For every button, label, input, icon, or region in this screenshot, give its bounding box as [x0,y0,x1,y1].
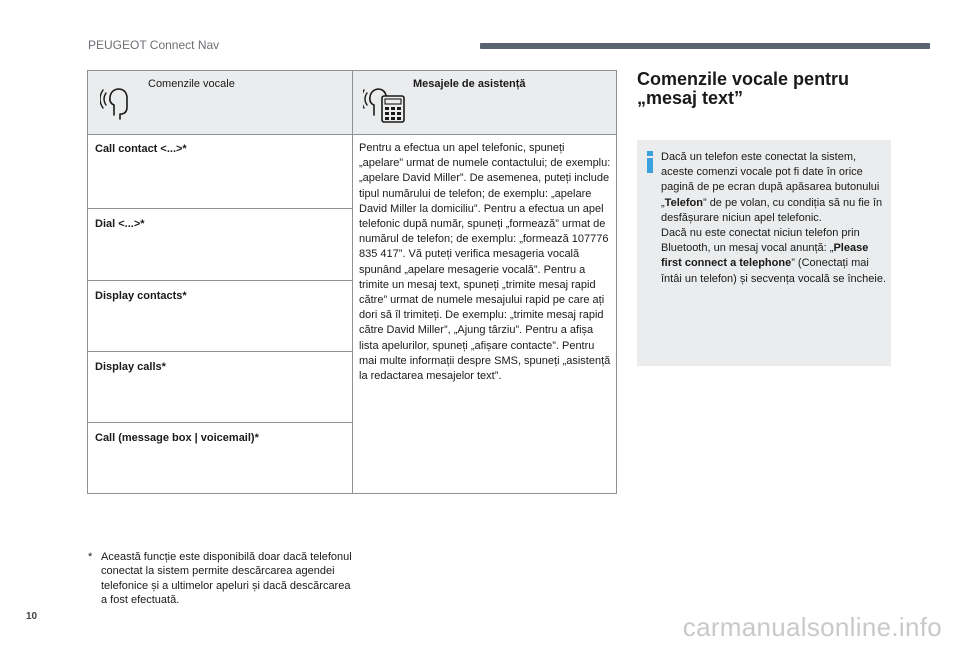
section-title [637,70,927,108]
voice-help-keypad-icon [363,81,407,125]
footnote [88,550,358,608]
table-row [88,134,352,209]
info-text-part1: Dacă un telefon este conectat la sistem, aceste comenzi vocale pot fi date în orice pagină de pe ecran după apăsarea butonului „ [661,151,880,209]
info-text-part2: ” de pe volan, cu condiția să nu fie în desfășurare niciun apel telefonic. [661,196,883,224]
command-display-calls: Display calls* [95,361,166,373]
info-text [661,150,887,287]
footnote-marker: * [88,551,93,563]
header-bar [480,43,930,49]
section-title-line2: „mesaj text” [637,88,744,108]
info-text-phone-button: Telefon [664,196,703,209]
help-message-description: Pentru a efectua un apel telefonic, spuneți „apelare” urmat de numele contactului; de exemplu: „apelare David Miller”. De asemenea, puteți include tipul numărului de telefon; de exemplu: „apelare David Miller la domiciliu”. Pentru a efectua un apel telefonic după număr, spuneți „formează” urmat de numărul de telefon; de exemplu: „formează 107776 835 417”. Vă puteți verifica mesageria vocală spunând „apelare mesagerie vocală”. Pentru a trimite un mesaj text, spuneți „trimite mesaj rapid către” urmat de numele mesajului rapid pe care ați dori să îl trimiteți. De exemplu: „trimite mesaj rapid către David Miller”, „Ajung târziu”. Pentru a afișa lista apelurilor, spuneți „afișare contacte”. Pentru mai multe informații despre SMS, spuneți „asistență la redactarea mesajelor text”. [359,142,611,383]
command-display-contacts: Display contacts* [95,290,187,302]
watermark: carmanualsonline.info [682,612,942,642]
info-text-voice-message: Please first connect a telephone [661,242,869,270]
voice-commands-table [87,70,617,494]
info-box [637,140,891,366]
column-header-help-messages: Mesajele de asistență [413,78,526,90]
column-header-commands: Comenzile vocale [148,78,235,90]
page-number: 10 [26,611,38,622]
command-dial: Dial <...>* [95,218,145,230]
table-row [88,209,352,281]
footnote-text: Această funcție este disponibilă doar dacă telefonul conectat la sistem permite descărcarea agendei telefonice și a ultimelor apeluri și dacă descărcarea a fost efectuată. [101,551,352,607]
info-text-part3: Dacă nu este conectat niciun telefon prin Bluetooth, un mesaj vocal anunță: „ [661,227,860,255]
info-icon [645,151,655,173]
command-call-contact: Call contact <...>* [95,143,187,155]
column-divider [352,71,353,493]
command-call-voicemail: Call (message box | voicemail)* [95,432,259,444]
table-row [88,352,352,423]
table-row [88,281,352,352]
table-row [88,423,352,493]
info-text-part4: ” (Conectați mai întâi un telefon) și secvența vocală se încheie. [661,257,887,285]
section-title-line1: Comenzile vocale pentru [637,69,850,89]
voice-command-icon [100,81,134,125]
running-header: PEUGEOT Connect Nav [88,38,220,52]
